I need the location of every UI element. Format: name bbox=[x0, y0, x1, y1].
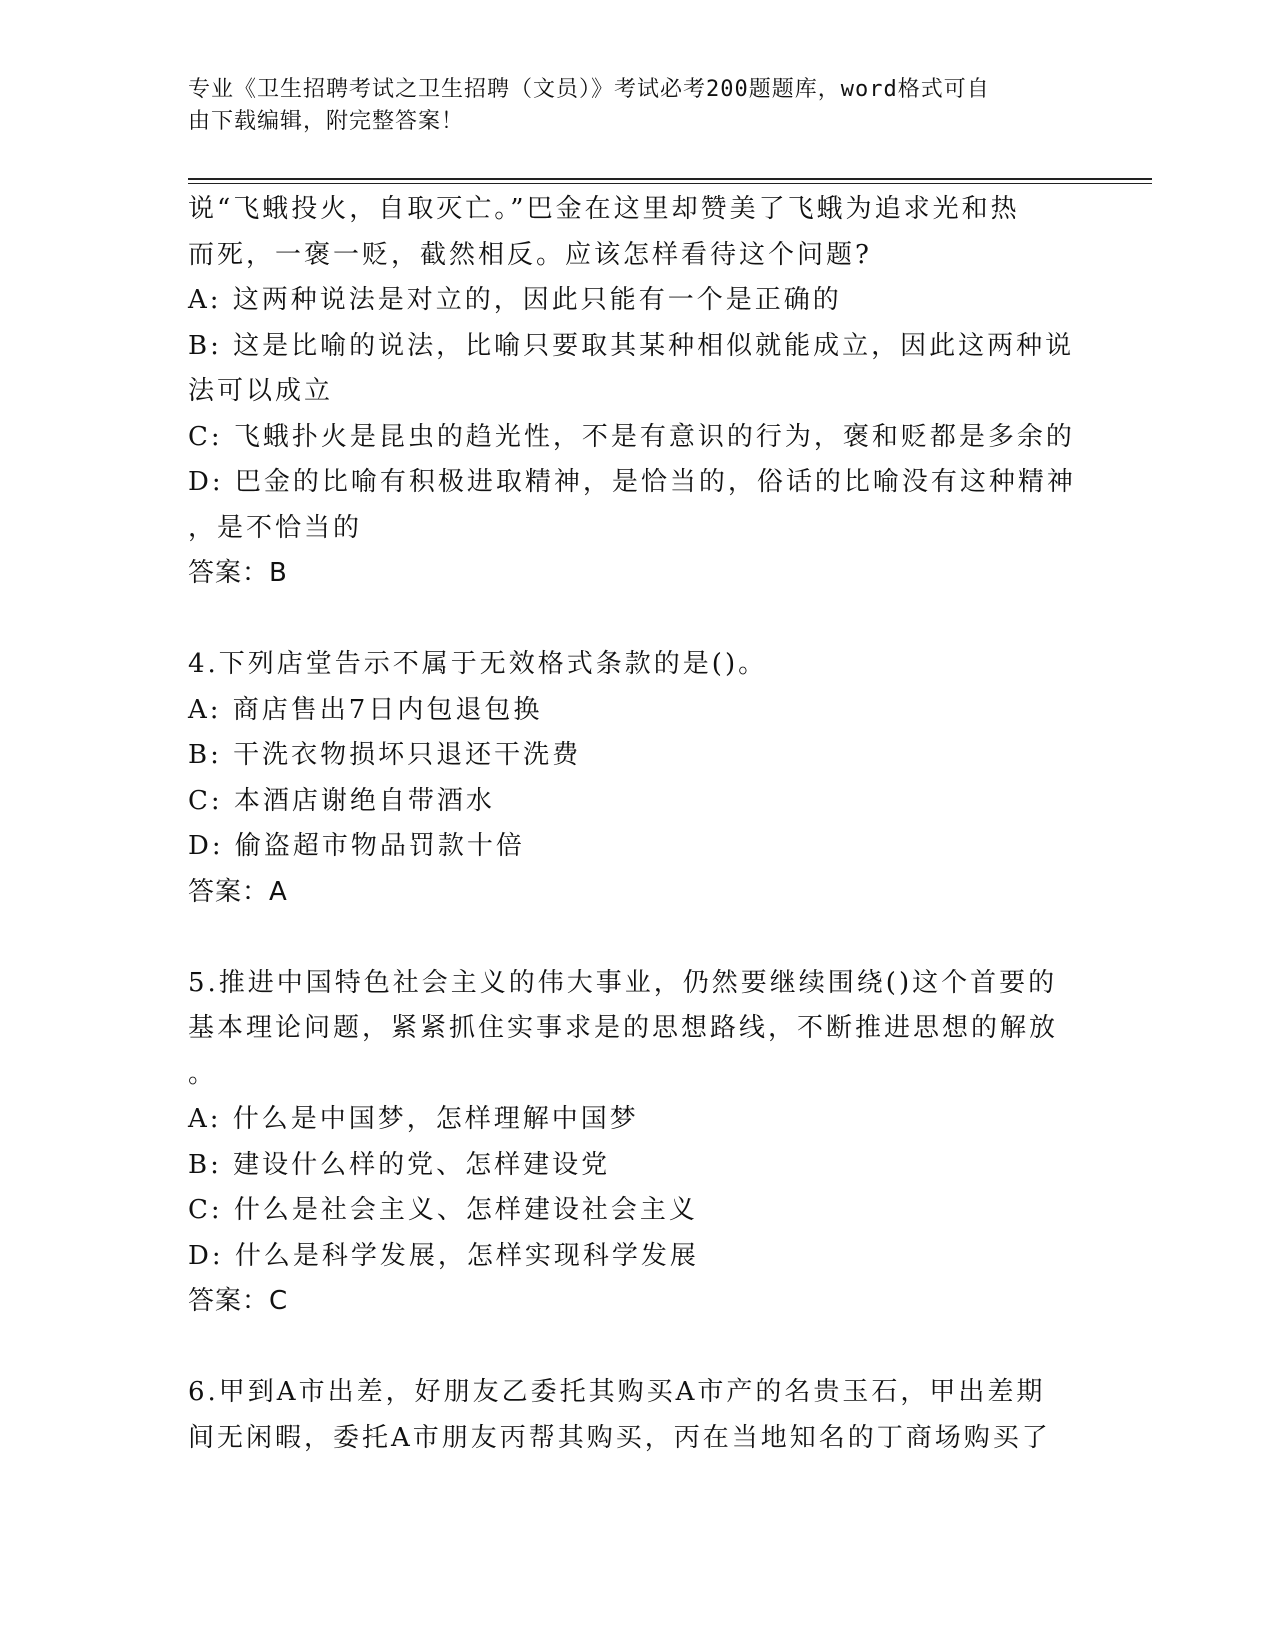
header-line-2: 由下载编辑，附完整答案！ bbox=[188, 109, 465, 134]
answer-label: 答案：A bbox=[188, 876, 288, 907]
option-b: B: 干洗衣物损坏只退还干洗费 bbox=[188, 740, 582, 770]
option-b: B: 建设什么样的党、怎样建设党 bbox=[188, 1149, 611, 1180]
question-text-line: 4.下列店堂告示不属于无效格式条款的是()。 bbox=[188, 649, 768, 679]
option-d-continued: ，是不恰当的 bbox=[188, 512, 363, 543]
header-divider-thin bbox=[188, 183, 1152, 184]
header-divider-thick bbox=[188, 178, 1152, 180]
question-spacer bbox=[188, 1325, 1088, 1371]
question-text-line: 6.甲到A市出差，好朋友乙委托其购买A市产的名贵玉石，甲出差期 bbox=[188, 1377, 1046, 1407]
header-line-1: 专业《卫生招聘考试之卫生招聘（文员）》考试必考200题题库，word格式可自 bbox=[188, 77, 990, 102]
question-4 bbox=[188, 642, 1088, 915]
question-3 bbox=[188, 187, 1088, 597]
question-text-line: 5.推进中国特色社会主义的伟大事业，仍然要继续围绕()这个首要的 bbox=[188, 967, 1058, 998]
option-a: A: 什么是中国梦，怎样理解中国梦 bbox=[188, 1104, 639, 1134]
question-text-line: 间无闲暇，委托A市朋友丙帮其购买，丙在当地知名的丁商场购买了 bbox=[188, 1422, 1051, 1453]
option-d: D: 巴金的比喻有积极进取精神，是恰当的，俗话的比喻没有这种精神 bbox=[188, 467, 1076, 497]
document-header bbox=[188, 74, 1068, 138]
option-c: C: 飞蛾扑火是昆虫的趋光性，不是有意识的行为，褒和贬都是多余的 bbox=[188, 421, 1075, 452]
option-b-continued: 法可以成立 bbox=[188, 376, 334, 406]
question-spacer bbox=[188, 597, 1088, 643]
option-c: C: 什么是社会主义、怎样建设社会主义 bbox=[188, 1195, 698, 1225]
answer-label: 答案：B bbox=[188, 558, 288, 588]
question-spacer bbox=[188, 915, 1088, 961]
question-text-line: 说“飞蛾投火，自取灭亡。”巴金在这里却赞美了飞蛾为追求光和热 bbox=[188, 194, 1020, 224]
answer-label: 答案：C bbox=[188, 1286, 289, 1316]
option-a: A: 商店售出7日内包退包换 bbox=[188, 694, 543, 725]
option-d: D: 偷盗超市物品罚款十倍 bbox=[188, 831, 525, 861]
question-list bbox=[188, 187, 1088, 1461]
question-text-line: 。 bbox=[188, 1058, 218, 1089]
question-6 bbox=[188, 1370, 1088, 1461]
question-5 bbox=[188, 961, 1088, 1325]
option-b: B: 这是比喻的说法，比喻只要取其某种相似就能成立，因此这两种说 bbox=[188, 330, 1075, 361]
option-d: D: 什么是科学发展，怎样实现科学发展 bbox=[188, 1240, 699, 1271]
question-text-line: 基本理论问题，紧紧抓住实事求是的思想路线，不断推进思想的解放 bbox=[188, 1013, 1059, 1043]
option-a: A: 这两种说法是对立的，因此只能有一个是正确的 bbox=[188, 285, 842, 315]
question-text-line: 而死，一褒一贬，截然相反。应该怎样看待这个问题? bbox=[188, 239, 872, 270]
option-c: C: 本酒店谢绝自带酒水 bbox=[188, 785, 495, 816]
